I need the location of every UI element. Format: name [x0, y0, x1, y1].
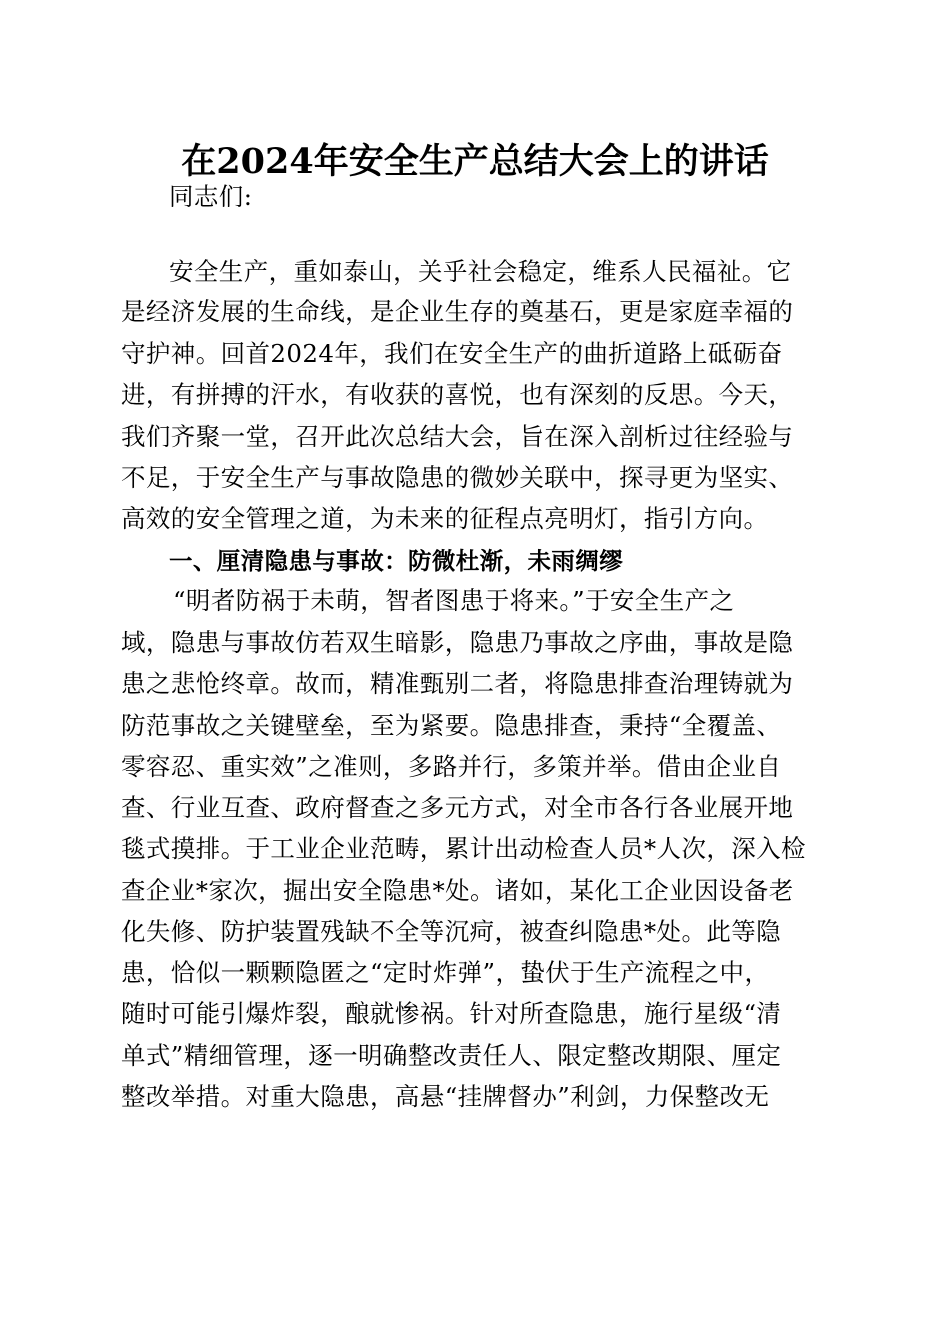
paragraph-line: 零容忍、重实效”之准则，多路并行，多策并举。借由企业自: [121, 752, 782, 781]
document-title: 在2024年安全生产总结大会上的讲话: [181, 141, 769, 182]
paragraph-line: 守护神。回首2024年，我们在安全生产的曲折道路上砥砺奋: [121, 339, 783, 368]
paragraph-line: 是经济发展的生命线，是企业生存的奠基石，更是家庭幸福的: [121, 297, 794, 326]
paragraph-line: 整改举措。对重大隐患，高悬“挂牌督办”利剑，力保整改无: [121, 1082, 770, 1111]
paragraph-line: 防范事故之关键壁垒，至为紧要。隐患排查，秉持“全覆盖、: [121, 711, 782, 740]
paragraph-line: 化失修、防护装置残缺不全等沉疴，被查纠隐患*处。此等隐: [121, 917, 782, 946]
paragraph-line: 患，恰似一颗颗隐匿之“定时炸弹”，蛰伏于生产流程之中，: [121, 958, 770, 987]
paragraph-line: “明者防祸于未萌，智者图患于将来。”于安全生产之: [173, 586, 735, 615]
greeting-line: 同志们:: [169, 182, 253, 211]
paragraph-line: 单式”精细管理，逐一明确整改责任人、限定整改期限、厘定: [121, 1041, 782, 1070]
paragraph-line: 查、行业互查、政府督查之多元方式，对全市各行各业展开地: [121, 793, 794, 822]
paragraph-line: 高效的安全管理之道，为未来的征程点亮明灯，指引方向。: [121, 504, 769, 533]
paragraph-line: 毯式摸排。于工业企业范畴，累计出动检查人员*人次，深入检: [121, 834, 806, 863]
paragraph-line: 查企业*家次，掘出安全隐患*处。诸如，某化工企业因设备老: [121, 876, 794, 905]
paragraph-line: 进，有拼搏的汗水，有收获的喜悦，也有深刻的反思。今天，: [121, 380, 794, 409]
paragraph-line: 随时可能引爆炸裂，酿就惨祸。针对所查隐患，施行星级“清: [121, 999, 782, 1028]
section-heading: 一、厘清隐患与事故：防微杜渐，未雨绸缪: [169, 547, 624, 575]
paragraph-line: 域，隐患与事故仿若双生暗影，隐患乃事故之序曲，事故是隐: [121, 628, 794, 657]
paragraph-line: 不足，于安全生产与事故隐患的微妙关联中，探寻更为坚实、: [121, 463, 794, 492]
paragraph-line: 我们齐聚一堂，召开此次总结大会，旨在深入剖析过往经验与: [121, 422, 794, 451]
paragraph-line: 患之悲怆终章。故而，精准甄别二者，将隐患排查治理铸就为: [121, 669, 794, 698]
paragraph-line: 安全生产，重如泰山，关乎社会稳定，维系人民福祉。它: [169, 257, 792, 286]
